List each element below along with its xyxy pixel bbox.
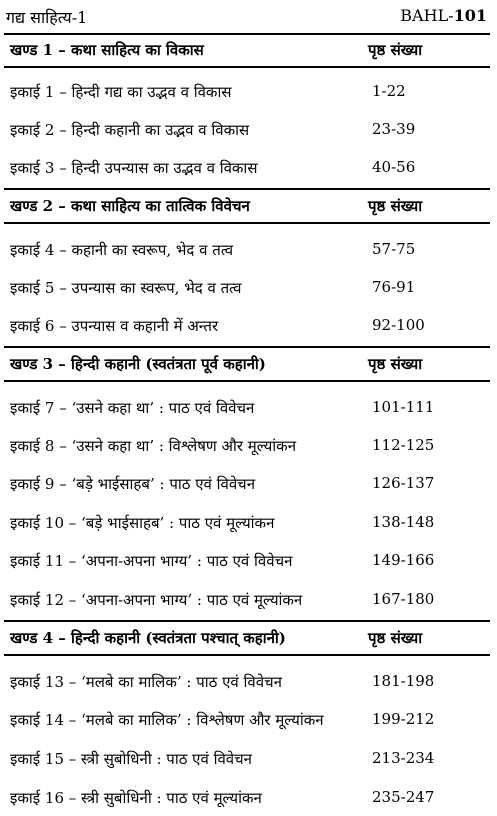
unit-3-pages: 40-56 [372, 158, 416, 176]
block-3-top-rule [4, 346, 490, 348]
block-3-title: खण्ड 3 – हिन्दी कहानी (स्वतंत्रता पूर्व कहानी) [10, 355, 266, 373]
unit-16-label: इकाई 16 – स्त्री सुबोधिनी : पाठ एवं मूल्यांकन [10, 789, 262, 807]
unit-2-pages: 23-39 [372, 120, 416, 138]
block-1-title: खण्ड 1 – कथा साहित्य का विकास [10, 41, 204, 59]
block-4-title: खण्ड 4 – हिन्दी कहानी (स्वतंत्रता पश्चात् कहानी) [10, 629, 286, 647]
unit-13-label: इकाई 13 – ‘मलबे का मालिक’ : पाठ एवं विवेचन [10, 673, 282, 691]
unit-11-label: इकाई 11 – ‘अपना-अपना भाग्य’ : पाठ एवं विवेचन [10, 552, 293, 570]
unit-10-pages: 138-148 [372, 513, 435, 531]
unit-12-pages: 167-180 [372, 590, 435, 608]
unit-4-label: इकाई 4 – कहानी का स्वरूप, भेद व तत्व [10, 241, 234, 259]
block-4-rule [4, 654, 490, 656]
unit-5-pages: 76-91 [372, 278, 416, 296]
unit-14-pages: 199-212 [372, 710, 435, 728]
block-4-pages-header: पृष्ठ संख्या [368, 629, 423, 647]
course-title: गद्य साहित्य-1 [6, 8, 88, 27]
course-code [400, 6, 487, 25]
block-3-pages-header: पृष्ठ संख्या [368, 355, 423, 373]
course-code-prefix: BAHL- [400, 6, 454, 25]
unit-12-label: इकाई 12 – ‘अपना-अपना भाग्य’ : पाठ एवं मूल्यांकन [10, 591, 303, 609]
course-code-number: 101 [453, 6, 487, 25]
block-2-pages-header: पृष्ठ संख्या [368, 197, 423, 215]
block-2-top-rule [4, 188, 490, 190]
block-1-pages-header: पृष्ठ संख्या [368, 41, 423, 59]
unit-7-label: इकाई 7 – ‘उसने कहा था’ : पाठ एवं विवेचन [10, 399, 255, 417]
unit-3-label: इकाई 3 – हिन्दी उपन्यास का उद्भव व विकास [10, 159, 258, 177]
unit-6-pages: 92-100 [372, 316, 425, 334]
block-2-rule [4, 222, 490, 224]
unit-8-pages: 112-125 [372, 436, 435, 454]
unit-1-label: इकाई 1 – हिन्दी गद्य का उद्भव व विकास [10, 83, 232, 101]
unit-8-label: इकाई 8 – ‘उसने कहा था’ : विश्लेषण और मूल्यांकन [10, 437, 297, 455]
block-2-title: खण्ड 2 – कथा साहित्य का तात्विक विवेचन [10, 197, 250, 215]
unit-7-pages: 101-111 [372, 398, 435, 416]
block-1-rule [4, 66, 490, 68]
unit-4-pages: 57-75 [372, 240, 416, 258]
unit-11-pages: 149-166 [372, 551, 435, 569]
unit-1-pages: 1-22 [372, 82, 406, 100]
unit-13-pages: 181-198 [372, 672, 435, 690]
unit-16-pages: 235-247 [372, 788, 435, 806]
unit-15-label: इकाई 15 – स्त्री सुबोधिनी : पाठ एवं विवेचन [10, 750, 253, 768]
unit-9-label: इकाई 9 – ‘बड़े भाईसाहब’ : पाठ एवं विवेचन [10, 475, 256, 493]
unit-15-pages: 213-234 [372, 749, 435, 767]
unit-5-label: इकाई 5 – उपन्यास का स्वरूप, भेद व तत्व [10, 279, 242, 297]
block-3-rule [4, 380, 490, 382]
unit-9-pages: 126-137 [372, 474, 435, 492]
unit-14-label: इकाई 14 – ‘मलबे का मालिक’ : विश्लेषण और मूल्यांकन [10, 711, 324, 729]
header-rule [4, 33, 490, 35]
unit-2-label: इकाई 2 – हिन्दी कहानी का उद्भव व विकास [10, 121, 250, 139]
unit-10-label: इकाई 10 – ‘बड़े भाईसाहब’ : पाठ एवं मूल्यांकन [10, 514, 275, 532]
page-header [0, 0, 497, 34]
unit-6-label: इकाई 6 – उपन्यास व कहानी में अन्तर [10, 317, 219, 335]
block-4-top-rule [4, 620, 490, 622]
